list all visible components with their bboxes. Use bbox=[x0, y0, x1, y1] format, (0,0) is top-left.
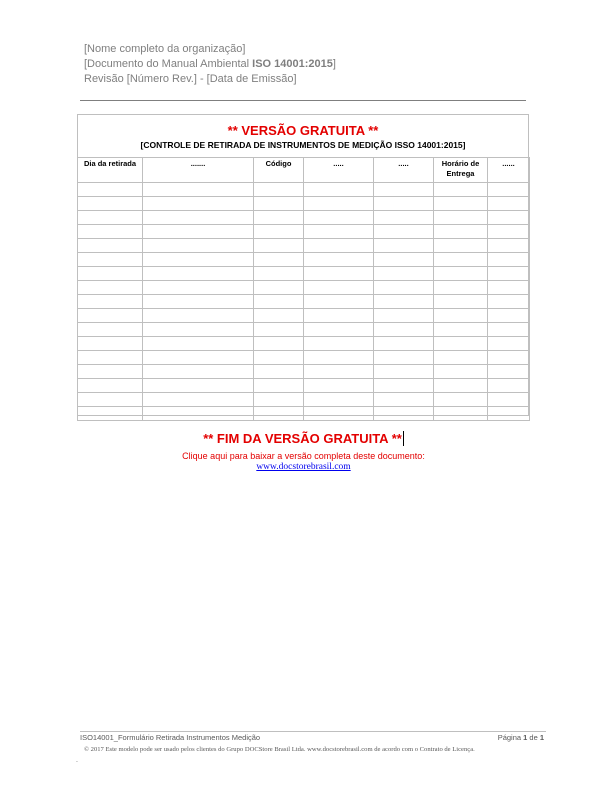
document-header bbox=[84, 42, 336, 87]
table-cell[interactable] bbox=[143, 267, 254, 281]
table-cell[interactable] bbox=[488, 337, 530, 351]
column-header: ..... bbox=[374, 158, 434, 183]
table-cell[interactable] bbox=[488, 281, 530, 295]
table-cell[interactable] bbox=[78, 351, 143, 365]
table-cell[interactable] bbox=[254, 309, 304, 323]
footer-dot: . bbox=[76, 757, 78, 764]
table-cell[interactable] bbox=[254, 239, 304, 253]
table-cell[interactable] bbox=[143, 239, 254, 253]
table-cell[interactable] bbox=[304, 309, 374, 323]
table-cell[interactable] bbox=[78, 239, 143, 253]
table-cell[interactable] bbox=[78, 393, 143, 407]
manual-reference: [Documento do Manual Ambiental ISO 14001:2015] bbox=[84, 58, 336, 70]
table-cell[interactable] bbox=[78, 183, 143, 197]
table-cell[interactable] bbox=[254, 253, 304, 267]
organization-name: [Nome completo da organização] bbox=[84, 43, 246, 55]
table-cell[interactable] bbox=[488, 295, 530, 309]
table-row bbox=[78, 197, 530, 211]
table-cell[interactable] bbox=[488, 225, 530, 239]
table-cell[interactable] bbox=[304, 407, 374, 421]
table-cell[interactable] bbox=[254, 281, 304, 295]
table-cell[interactable] bbox=[143, 225, 254, 239]
table-cell[interactable] bbox=[374, 365, 434, 379]
table-cell[interactable] bbox=[254, 407, 304, 421]
table-cell[interactable] bbox=[374, 407, 434, 421]
table-cell[interactable] bbox=[434, 295, 488, 309]
table-row bbox=[78, 309, 530, 323]
table-cell[interactable] bbox=[304, 183, 374, 197]
table-row bbox=[78, 253, 530, 267]
table-row bbox=[78, 183, 530, 197]
table-cell[interactable] bbox=[254, 267, 304, 281]
table-cell[interactable] bbox=[488, 323, 530, 337]
column-header: ....... bbox=[143, 158, 254, 183]
table-cell[interactable] bbox=[254, 379, 304, 393]
table-cell[interactable] bbox=[304, 365, 374, 379]
table-cell[interactable] bbox=[78, 253, 143, 267]
table-cell[interactable] bbox=[78, 379, 143, 393]
column-header: ...... bbox=[488, 158, 530, 183]
table-row bbox=[78, 365, 530, 379]
table-row bbox=[78, 295, 530, 309]
column-header: Código bbox=[254, 158, 304, 183]
revision-line: Revisão [Número Rev.] - [Data de Emissão] bbox=[84, 73, 297, 85]
table-cell[interactable] bbox=[488, 379, 530, 393]
column-header: ..... bbox=[304, 158, 374, 183]
table-cell[interactable] bbox=[304, 267, 374, 281]
end-free-version-title: ** FIM DA VERSÃO GRATUITA ** bbox=[203, 431, 402, 446]
copyright-notice: © 2017 Este modelo pode ser usado pelos clientes do Grupo DOCStore Brasil Ltda. www.docstorebrasil.com de acordo com o Contrato de Licença. bbox=[84, 746, 475, 753]
table-cell[interactable] bbox=[434, 393, 488, 407]
table-cell[interactable] bbox=[374, 295, 434, 309]
table-cell[interactable] bbox=[78, 323, 143, 337]
table-cell[interactable] bbox=[434, 183, 488, 197]
table-cell[interactable] bbox=[304, 239, 374, 253]
table-cell[interactable] bbox=[143, 197, 254, 211]
table-cell[interactable] bbox=[78, 407, 143, 421]
table-cell[interactable] bbox=[374, 309, 434, 323]
table-cell[interactable] bbox=[143, 295, 254, 309]
table-cell[interactable] bbox=[143, 211, 254, 225]
table-cell[interactable] bbox=[78, 365, 143, 379]
table-cell[interactable] bbox=[143, 309, 254, 323]
table-body bbox=[78, 183, 530, 421]
table-cell[interactable] bbox=[434, 211, 488, 225]
table-cell[interactable] bbox=[304, 393, 374, 407]
table-cell[interactable] bbox=[304, 337, 374, 351]
table-row bbox=[78, 351, 530, 365]
table-cell[interactable] bbox=[78, 225, 143, 239]
instrument-withdrawal-table bbox=[77, 157, 530, 421]
footer-document-name: ISO14001_Formulário Retirada Instrumentos Medição bbox=[80, 733, 261, 742]
table-cell[interactable] bbox=[374, 351, 434, 365]
table-cell[interactable] bbox=[488, 239, 530, 253]
table-cell[interactable] bbox=[78, 197, 143, 211]
table-cell[interactable] bbox=[143, 351, 254, 365]
table-cell[interactable] bbox=[434, 351, 488, 365]
table-cell[interactable] bbox=[143, 281, 254, 295]
table-row bbox=[78, 281, 530, 295]
table-cell[interactable] bbox=[143, 183, 254, 197]
table-cell[interactable] bbox=[254, 323, 304, 337]
table-cell[interactable] bbox=[304, 281, 374, 295]
table-cell[interactable] bbox=[374, 323, 434, 337]
download-prompt: Clique aqui para baixar a versão completa deste documento: bbox=[182, 451, 425, 461]
table-cell[interactable] bbox=[304, 295, 374, 309]
table-cell[interactable] bbox=[374, 183, 434, 197]
footer-divider bbox=[80, 731, 546, 732]
table-cell[interactable] bbox=[434, 267, 488, 281]
table-cell[interactable] bbox=[374, 267, 434, 281]
table-cell[interactable] bbox=[374, 225, 434, 239]
table-cell[interactable] bbox=[434, 197, 488, 211]
footer-page-number: Página 1 de 1 bbox=[497, 733, 544, 742]
table-cell[interactable] bbox=[488, 267, 530, 281]
table-cell[interactable] bbox=[254, 337, 304, 351]
table-cell[interactable] bbox=[304, 211, 374, 225]
table-cell[interactable] bbox=[488, 365, 530, 379]
table-cell[interactable] bbox=[143, 323, 254, 337]
docstore-link[interactable]: www.docstorebrasil.com bbox=[256, 462, 351, 472]
table-row bbox=[78, 267, 530, 281]
table-cell[interactable] bbox=[434, 407, 488, 421]
text-cursor bbox=[403, 431, 404, 446]
table-cell[interactable] bbox=[434, 309, 488, 323]
table-cell[interactable] bbox=[78, 309, 143, 323]
form-box bbox=[77, 114, 529, 416]
table-cell[interactable] bbox=[143, 393, 254, 407]
column-header: Dia da retirada bbox=[78, 158, 143, 183]
table-cell[interactable] bbox=[143, 407, 254, 421]
table-cell[interactable] bbox=[78, 295, 143, 309]
table-cell[interactable] bbox=[78, 337, 143, 351]
table-cell[interactable] bbox=[374, 211, 434, 225]
table-cell[interactable] bbox=[488, 407, 530, 421]
table-cell[interactable] bbox=[254, 351, 304, 365]
table-cell[interactable] bbox=[488, 351, 530, 365]
table-cell[interactable] bbox=[374, 281, 434, 295]
table-cell[interactable] bbox=[254, 365, 304, 379]
table-cell[interactable] bbox=[434, 281, 488, 295]
table-cell[interactable] bbox=[143, 379, 254, 393]
table-cell[interactable] bbox=[374, 239, 434, 253]
table-cell[interactable] bbox=[304, 197, 374, 211]
table-row bbox=[78, 379, 530, 393]
table-cell[interactable] bbox=[488, 211, 530, 225]
table-cell[interactable] bbox=[434, 239, 488, 253]
table-cell[interactable] bbox=[304, 225, 374, 239]
table-row bbox=[78, 225, 530, 239]
table-cell[interactable] bbox=[143, 365, 254, 379]
table-row bbox=[78, 407, 530, 421]
table-cell[interactable] bbox=[143, 253, 254, 267]
table-cell[interactable] bbox=[488, 253, 530, 267]
table-row bbox=[78, 323, 530, 337]
table-cell[interactable] bbox=[374, 393, 434, 407]
table-cell[interactable] bbox=[254, 197, 304, 211]
table-cell[interactable] bbox=[488, 393, 530, 407]
table-cell[interactable] bbox=[254, 225, 304, 239]
table-cell[interactable] bbox=[434, 323, 488, 337]
table-cell[interactable] bbox=[374, 379, 434, 393]
table-row bbox=[78, 239, 530, 253]
table-cell[interactable] bbox=[254, 183, 304, 197]
table-cell[interactable] bbox=[304, 323, 374, 337]
table-cell[interactable] bbox=[254, 211, 304, 225]
free-version-title: ** VERSÃO GRATUITA ** bbox=[227, 123, 379, 138]
table-cell[interactable] bbox=[488, 309, 530, 323]
table-cell[interactable] bbox=[434, 365, 488, 379]
table-cell[interactable] bbox=[434, 225, 488, 239]
table-cell[interactable] bbox=[488, 197, 530, 211]
table-cell[interactable] bbox=[254, 393, 304, 407]
form-subtitle: [CONTROLE DE RETIRADA DE INSTRUMENTOS DE MEDIÇÃO ISSO 14001:2015] bbox=[140, 140, 466, 150]
table-row bbox=[78, 393, 530, 407]
table-cell[interactable] bbox=[304, 351, 374, 365]
column-header: Horário de Entrega bbox=[434, 158, 488, 183]
table-cell[interactable] bbox=[434, 379, 488, 393]
table-cell[interactable] bbox=[78, 211, 143, 225]
table-cell[interactable] bbox=[434, 337, 488, 351]
table-cell[interactable] bbox=[304, 379, 374, 393]
table-cell[interactable] bbox=[488, 183, 530, 197]
table-row bbox=[78, 337, 530, 351]
table-cell[interactable] bbox=[374, 197, 434, 211]
table-cell[interactable] bbox=[78, 281, 143, 295]
table-cell[interactable] bbox=[374, 253, 434, 267]
table-row bbox=[78, 211, 530, 225]
table-cell[interactable] bbox=[143, 337, 254, 351]
table-cell[interactable] bbox=[434, 253, 488, 267]
table-cell[interactable] bbox=[254, 295, 304, 309]
table-cell[interactable] bbox=[374, 337, 434, 351]
table-cell[interactable] bbox=[78, 267, 143, 281]
header-divider bbox=[80, 100, 526, 101]
table-header-row bbox=[78, 158, 530, 183]
table-cell[interactable] bbox=[304, 253, 374, 267]
